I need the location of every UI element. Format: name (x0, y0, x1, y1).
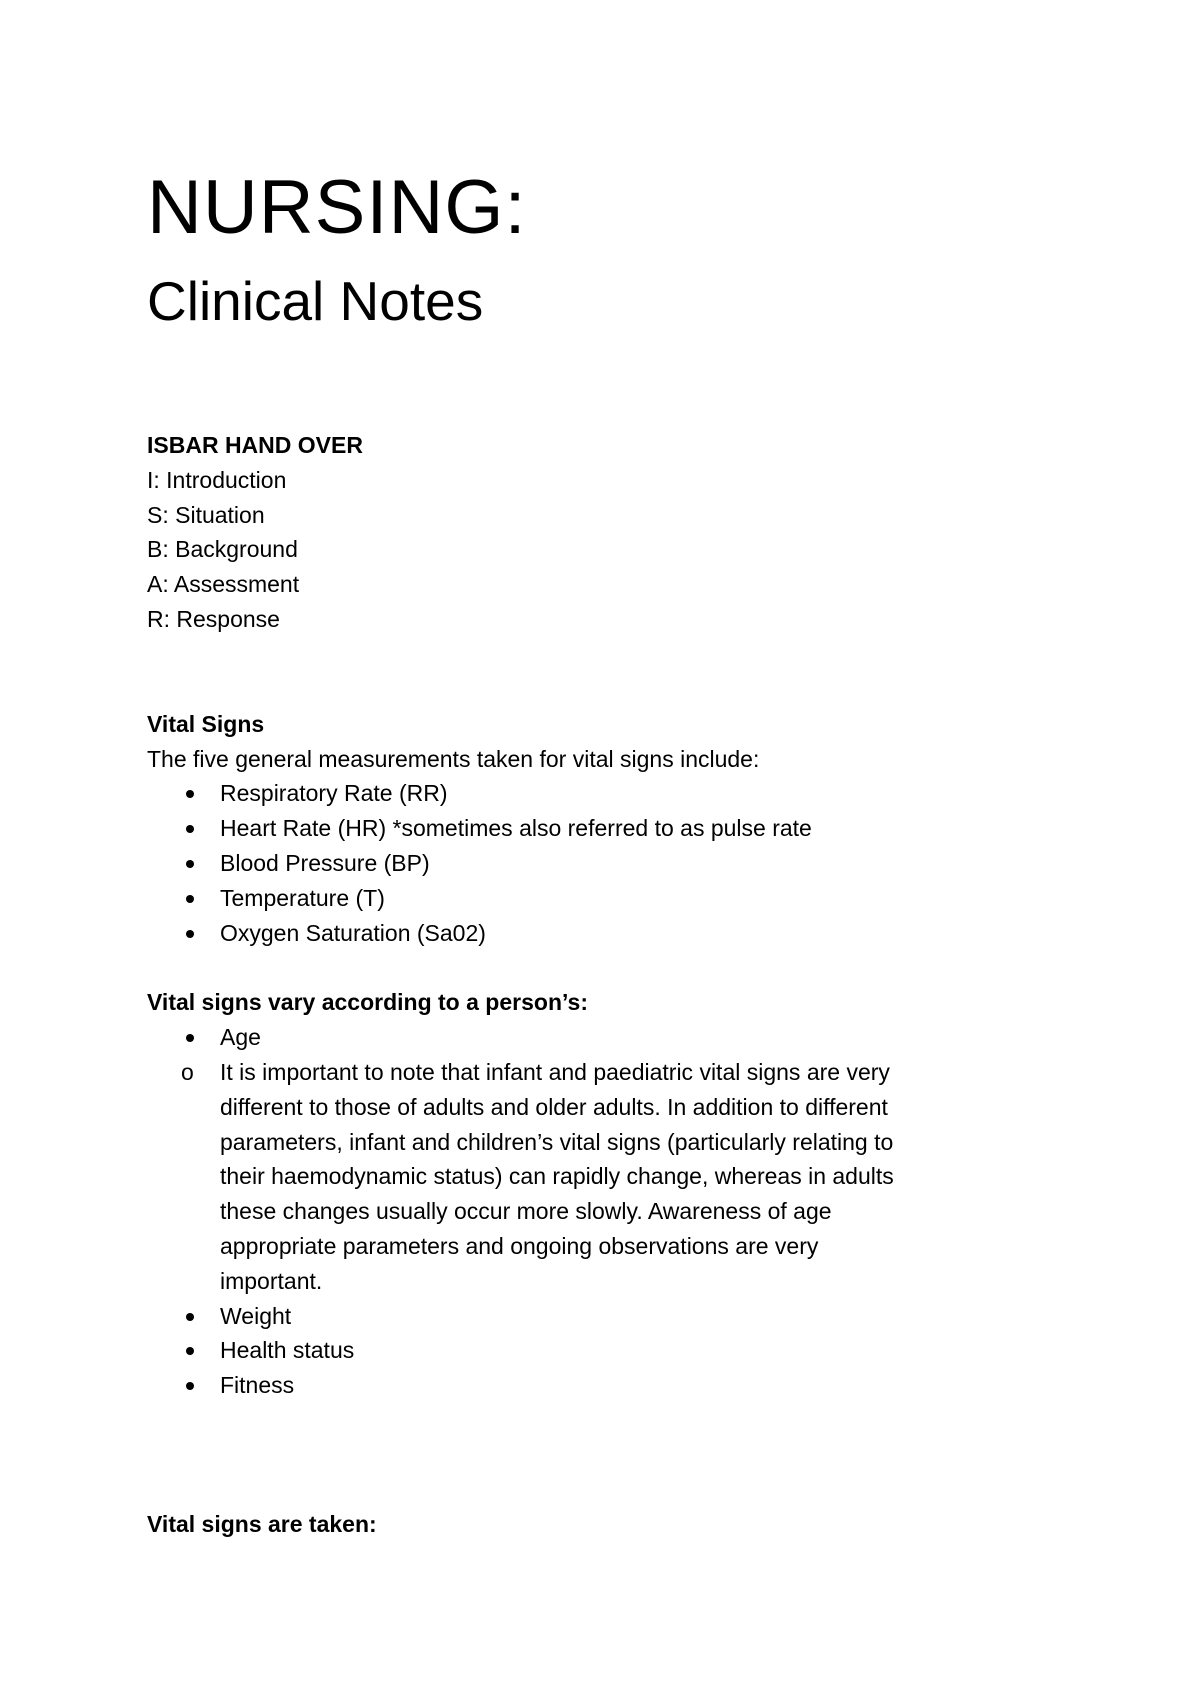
list-item-text: Blood Pressure (BP) (220, 849, 430, 876)
vital-signs-vary-list-continued (147, 1299, 1067, 1403)
list-item (147, 881, 1067, 916)
bullet-icon (186, 1347, 194, 1355)
bullet-icon (186, 895, 194, 903)
list-item (147, 1299, 1067, 1334)
isbar-section (147, 428, 1067, 637)
list-item (147, 811, 1067, 846)
bullet-icon (186, 1382, 194, 1390)
isbar-heading: ISBAR HAND OVER (147, 432, 363, 458)
age-note-text: It is important to note that infant and paediatric vital signs are very different to those of adults and older adults. In addition to different parameters, infant and children’s vital signs (particularly relating to their haemodynamic status) can rapidly change, whereas in adults these changes usually occur more slowly. Awareness of age appropriate parameters and ongoing observations are very important. (220, 1058, 894, 1294)
list-item-text: Respiratory Rate (RR) (220, 780, 448, 807)
document-content (147, 165, 1067, 1542)
bullet-icon (186, 1034, 194, 1042)
document-title: NURSING: (147, 165, 527, 250)
age-note-list (147, 1055, 1067, 1299)
vital-signs-intro: The five general measurements taken for vital signs include: (147, 745, 760, 772)
bullet-icon (186, 825, 194, 833)
list-item-text: Fitness (220, 1372, 295, 1399)
vital-signs-list (147, 776, 1067, 950)
list-item-text: Health status (220, 1337, 355, 1364)
list-item (147, 1333, 1067, 1368)
list-item (147, 1055, 920, 1299)
bullet-icon (186, 790, 194, 798)
list-item-text: Oxygen Saturation (Sa02) (220, 919, 486, 946)
list-item (147, 916, 1067, 951)
isbar-item-situation: S: Situation (147, 501, 265, 528)
list-item-text: Age (220, 1024, 261, 1051)
vital-signs-taken-heading: Vital signs are taken: (147, 1510, 377, 1537)
circle-bullet-icon: o (181, 1058, 194, 1085)
isbar-item-introduction: I: Introduction (147, 466, 287, 493)
isbar-item-response: R: Response (147, 605, 280, 632)
vital-signs-section (147, 707, 1067, 951)
list-item (147, 1020, 1067, 1055)
list-item-text: Heart Rate (HR) *sometimes also referred to as pulse rate (220, 815, 812, 842)
list-item-text: Weight (220, 1302, 292, 1329)
vital-signs-vary-heading: Vital signs vary according to a person’s: (147, 989, 588, 1016)
list-item (147, 1368, 1067, 1403)
isbar-item-assessment: A: Assessment (147, 571, 300, 598)
document-subtitle: Clinical Notes (147, 270, 484, 332)
vital-signs-taken-section (147, 1507, 1067, 1542)
list-item (147, 776, 1067, 811)
vital-signs-vary-section (147, 985, 1067, 1403)
bullet-icon (186, 860, 194, 868)
vital-signs-vary-list (147, 1020, 1067, 1055)
vital-signs-heading: Vital Signs (147, 710, 265, 737)
list-item (147, 846, 1067, 881)
bullet-icon (186, 1313, 194, 1321)
bullet-icon (186, 930, 194, 938)
list-item-text: Temperature (T) (220, 884, 385, 911)
isbar-item-background: B: Background (147, 536, 298, 563)
